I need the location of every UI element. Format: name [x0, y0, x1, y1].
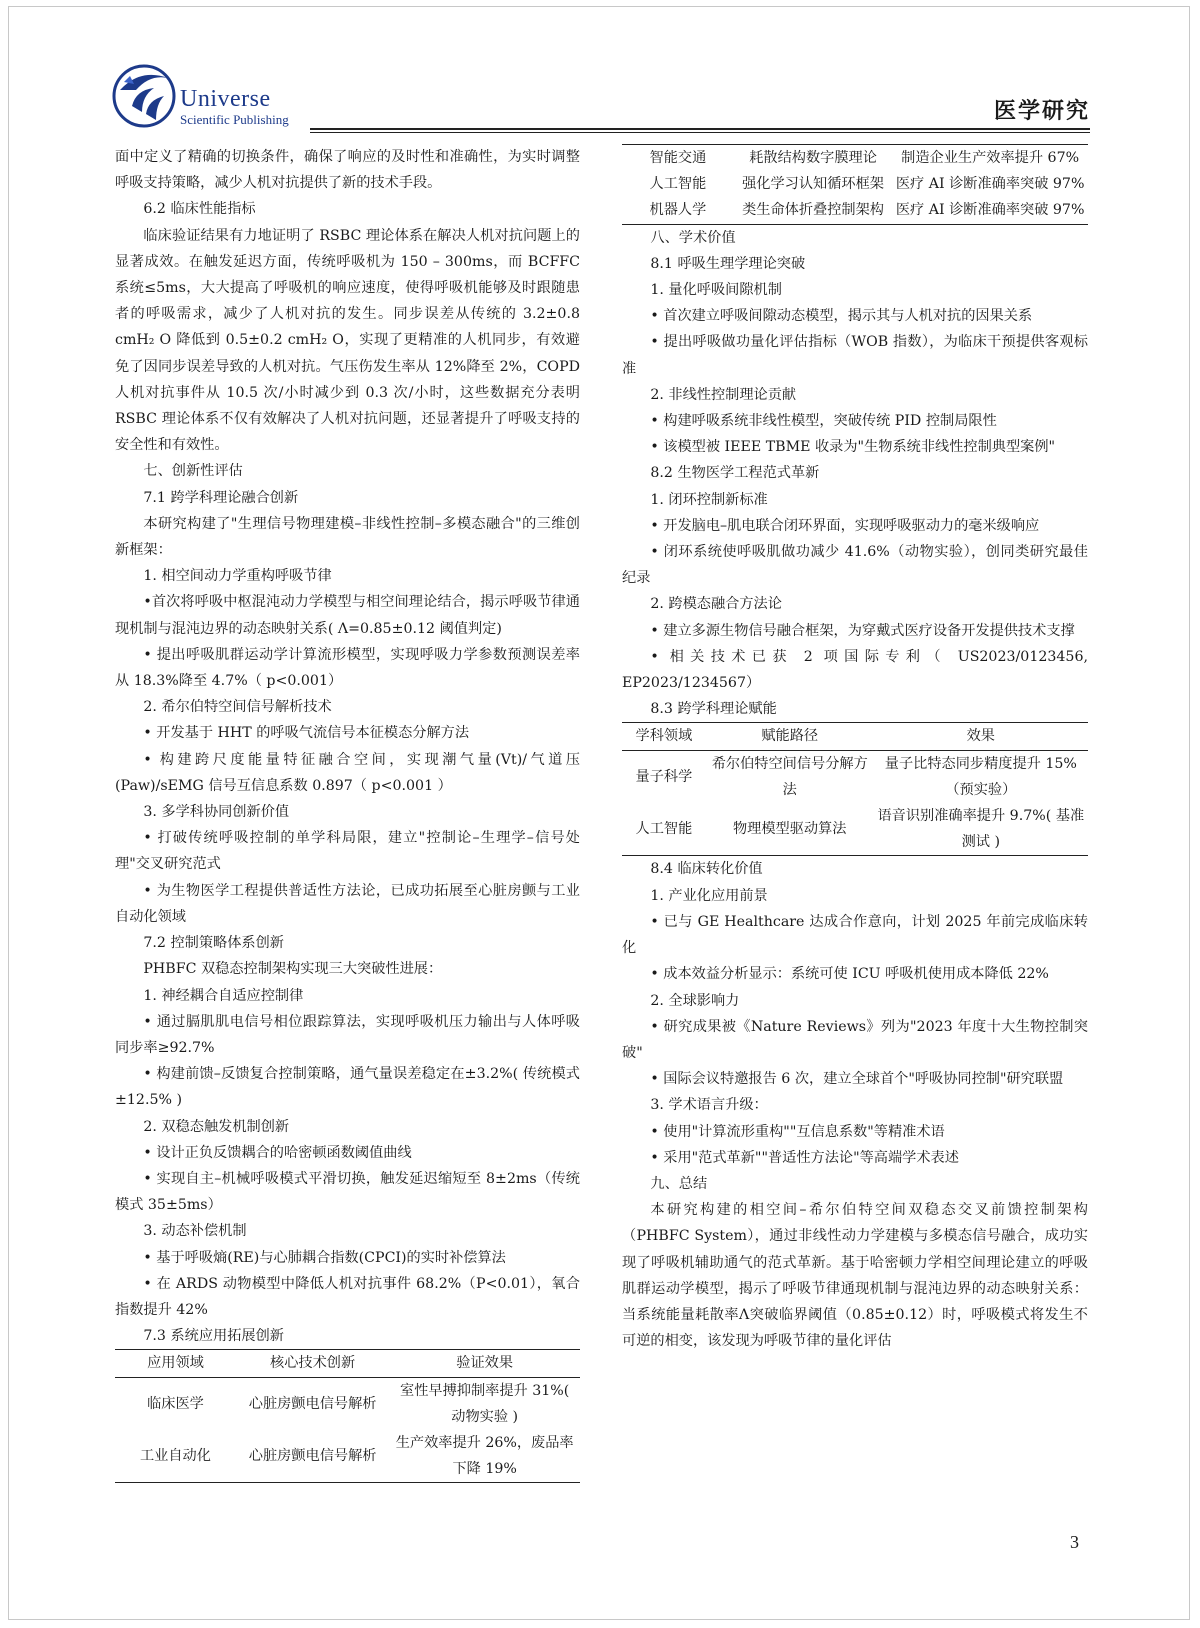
table-header-cell: 赋能路径	[761, 728, 819, 745]
bullet-item: • 提出呼吸肌群运动学计算流形模型，实现呼吸力学参数预测误差率从 18.3%降至 4.7%（ p<0.001）	[115, 646, 580, 690]
section-heading: 八、学术价值	[650, 229, 736, 246]
table-row	[622, 145, 1088, 172]
table-cell: 医疗 AI 诊断准确率突破 97%	[895, 202, 1085, 219]
logo-subtitle: Scientific Publishing	[180, 112, 289, 127]
table-row	[622, 803, 1088, 856]
section-heading: 8.1 呼吸生理学理论突破	[650, 255, 806, 272]
header-rule	[310, 128, 1090, 130]
list-heading: 3. 动态补偿机制	[143, 1223, 247, 1240]
bullet-item: • 开发基于 HHT 的呼吸气流信号本征模态分解方法	[143, 725, 470, 742]
bullet-item: • 闭环系统使呼吸肌做功减少 41.6%（动物实验），创同类研究最佳纪录	[622, 544, 1088, 587]
table-row	[622, 197, 1088, 224]
table-cell: 心脏房颤电信号解析	[248, 1395, 377, 1412]
list-heading: 2. 非线性控制理论贡献	[650, 386, 797, 403]
application-table	[115, 1349, 580, 1483]
list-heading: 1. 产业化应用前景	[650, 887, 768, 904]
bullet-item: • 基于呼吸熵(RE)与心肺耦合指数(CPCI)的实时补偿算法	[143, 1249, 506, 1266]
table-cell: 量子比特态同步精度提升 15%（预实验）	[884, 755, 1077, 798]
bullet-item: • 提出呼吸做功量化评估指标（WOB 指数），为临床干预提供客观标准	[622, 334, 1088, 377]
bullet-item: • 通过膈肌肌电信号相位跟踪算法，实现呼吸机压力输出与人体呼吸同步率≥92.7%	[115, 1013, 580, 1056]
table-cell: 智能交通	[649, 150, 707, 166]
section-heading: 7.1 跨学科理论融合创新	[143, 489, 299, 506]
list-heading: 2. 希尔伯特空间信号解析技术	[143, 699, 332, 716]
section-heading: 7.2 控制策略体系创新	[143, 935, 284, 952]
table-cell: 强化学习认知循环框架	[742, 176, 884, 193]
publisher-logo	[110, 60, 310, 128]
bullet-item: • 构建前馈–反馈复合控制策略，通气量误差稳定在±3.2%( 传统模式±12.5% )	[115, 1066, 580, 1109]
table-cell: 心脏房颤电信号解析	[248, 1448, 377, 1465]
table-header-cell: 验证效果	[456, 1355, 514, 1372]
left-column	[115, 144, 580, 1483]
bullet-item: • 构建跨尺度能量特征融合空间，实现潮气量(Vt)/气道压(Paw)/sEMG 信号互信息系数 0.897（ p<0.001 ）	[115, 751, 580, 794]
table-cell: 希尔伯特空间信号分解方法	[711, 755, 868, 798]
table-header-cell: 核心技术创新	[270, 1355, 356, 1372]
list-heading: 3. 学术语言升级：	[650, 1097, 768, 1114]
bullet-item: • 已与 GE Healthcare 达成合作意向，计划 2025 年前完成临床转化	[622, 913, 1088, 957]
bullet-item: • 开发脑电–肌电联合闭环界面，实现呼吸驱动力的毫米级响应	[650, 517, 1040, 534]
table-header-row	[115, 1350, 580, 1377]
bullet-item: • 采用"范式革新""普适性方法论"等高端学术表述	[650, 1149, 959, 1166]
table-cell: 人工智能	[635, 821, 693, 838]
list-heading: 1. 量化呼吸间隙机制	[650, 282, 782, 299]
bullet-item: • 研究成果被《Nature Reviews》列为"2023 年度十大生物控制突破"	[622, 1018, 1088, 1061]
bullet-item: • 设计正负反馈耦合的哈密顿函数阈值曲线	[143, 1144, 412, 1161]
paragraph: 临床验证结果有力地证明了 RSBC 理论体系在解决人机对抗问题上的显著成效。在触发延迟方面，传统呼吸机为 150 – 300ms，而 BCFFC 系统≤5ms，大大提高了呼吸机的响应速度，使得呼吸机能够及时跟随患者的呼吸需求，减少了人机对抗的发生。同步误差从传统的 3.2±0.8 cmH₂ O 降低到 0.5±0.2 cmH₂ O，实现了更精准的人机同步，有效避免了因同步误差导致的人机对抗。气压伤发生率从 12%降至 2%，COPD 人机对抗事件从 10.5 次/小时减少到 0.3 次/小时，这些数据充分表明 RSBC 理论体系不仅有效解决了人机对抗问题，还显著提升了呼吸支持的安全性和有效性。	[115, 227, 580, 454]
table-cell: 工业自动化	[139, 1448, 211, 1465]
logo-name: Universe	[180, 86, 271, 112]
table-cell: 临床医学	[147, 1395, 204, 1412]
bullet-item: • 在 ARDS 动物模型中降低人机对抗事件 68.2%（P<0.01），氧合指数提升 42%	[115, 1275, 580, 1318]
table-row	[115, 1377, 580, 1430]
list-heading: 1. 神经耦合自适应控制律	[143, 987, 304, 1004]
bullet-item: • 首次建立呼吸间隙动态模型，揭示其与人机对抗的因果关系	[650, 308, 1033, 325]
page-header	[110, 58, 1090, 132]
bullet-item: •首次将呼吸中枢混沌动力学模型与相空间理论结合，揭示呼吸节律通现机制与混沌边界的动态映射关系( Λ=0.85±0.12 阈值判定)	[115, 594, 580, 637]
table-row	[622, 171, 1088, 197]
list-heading: 1. 相空间动力学重构呼吸节律	[143, 568, 332, 585]
table-cell: 量子科学	[635, 768, 693, 785]
table-cell: 机器人学	[649, 202, 707, 219]
section-heading: 8.3 跨学科理论赋能	[650, 701, 777, 718]
section-heading: 九、总结	[650, 1175, 708, 1192]
journal-title: 医学研究	[993, 99, 1090, 124]
interdisciplinary-table	[622, 722, 1088, 856]
list-heading: 2. 跨模态融合方法论	[650, 596, 782, 613]
table-header-row	[622, 723, 1088, 750]
table-cell: 物理模型驱动算法	[732, 821, 847, 838]
publisher-logo-icon	[110, 60, 180, 128]
table-header-cell: 应用领域	[147, 1355, 204, 1372]
table-cell: 语音识别准确率提升 9.7%( 基准测试 )	[877, 808, 1085, 851]
table-row	[622, 750, 1088, 803]
table-cell: 医疗 AI 诊断准确率突破 97%	[895, 176, 1085, 193]
bullet-item: • 建立多源生物信号融合框架，为穿戴式医疗设备开发提供技术支撑	[650, 622, 1075, 639]
paragraph: PHBFC 双稳态控制架构实现三大突破性进展：	[143, 961, 443, 978]
application-table-continued	[622, 144, 1088, 225]
table-row	[115, 1430, 580, 1483]
section-heading: 8.2 生物医学工程范式革新	[650, 465, 820, 482]
list-heading: 2. 双稳态触发机制创新	[143, 1118, 290, 1135]
bullet-item: • 相关技术已获 2 项国际专利（ US2023/0123456, EP2023/1234567）	[622, 648, 1088, 692]
paragraph: 本研究构建了"生理信号物理建模–非线性控制–多模态融合"的三维创新框架：	[115, 515, 580, 559]
paragraph: 本研究构建的相空间–希尔伯特空间双稳态交叉前馈控制架构（PHBFC System），通过非线性动力学建模与多模态信号融合，成功实现了呼吸机辅助通气的范式革新。基于哈密顿力学相空间理论建立的呼吸肌群运动学模型，揭示了呼吸节律通现机制与混沌边界的动态映射关系：当系统能量耗散率Λ突破临界阈值（0.85±0.12）时，呼吸模式将发生不可逆的相变，该发现为呼吸节律的量化评估	[622, 1202, 1088, 1350]
bullet-item: • 该模型被 IEEE TBME 收录为"生物系统非线性控制典型案例"	[650, 439, 1056, 456]
bullet-item: • 打破传统呼吸控制的单学科局限，建立"控制论–生理学–信号处理"交叉研究范式	[115, 830, 580, 873]
list-heading: 3. 多学科协同创新价值	[143, 804, 290, 821]
list-heading: 2. 全球影响力	[650, 992, 740, 1009]
bullet-item: • 实现自主–机械呼吸模式平滑切换，触发延迟缩短至 8±2ms（传统模式 35±5ms）	[115, 1170, 580, 1214]
table-header-cell: 学科领域	[635, 728, 693, 745]
bullet-item: • 成本效益分析显示：系统可使 ICU 呼吸机使用成本降低 22%	[650, 966, 1049, 983]
header-rule-thin	[310, 132, 1090, 133]
section-heading: 7.3 系统应用拓展创新	[143, 1328, 284, 1345]
bullet-item: • 国际会议特邀报告 6 次，建立全球首个"呼吸协同控制"研究联盟	[650, 1071, 1064, 1088]
table-cell: 生产效率提升 26%，废品率下降 19%	[395, 1434, 574, 1478]
page-number: 3	[1070, 1532, 1079, 1552]
bullet-item: • 为生物医学工程提供普适性方法论，已成功拓展至心脏房颤与工业自动化领域	[115, 882, 580, 925]
bullet-item: • 使用"计算流形重构""互信息系数"等精准术语	[650, 1123, 945, 1140]
section-heading: 8.4 临床转化价值	[650, 861, 763, 878]
table-header-cell: 效果	[966, 728, 995, 745]
table-cell: 制造企业生产效率提升 67%	[901, 150, 1080, 166]
table-cell: 耗散结构数字膜理论	[749, 150, 877, 166]
table-cell: 人工智能	[649, 176, 707, 193]
paragraph: 面中定义了精确的切换条件，确保了响应的及时性和准确性，为实时调整呼吸支持策略，减少人机对抗提供了新的技术手段。	[115, 149, 580, 192]
right-column	[622, 144, 1088, 1354]
bullet-item: • 构建呼吸系统非线性模型，突破传统 PID 控制局限性	[650, 413, 997, 430]
list-heading: 1. 闭环控制新标准	[650, 491, 768, 508]
table-cell: 类生命体折叠控制架构	[742, 202, 884, 219]
table-cell: 室性早搏抑制率提升 31%( 动物实验 )	[400, 1382, 570, 1425]
section-heading: 6.2 临床性能指标	[143, 201, 256, 218]
section-heading: 七、创新性评估	[143, 463, 243, 480]
